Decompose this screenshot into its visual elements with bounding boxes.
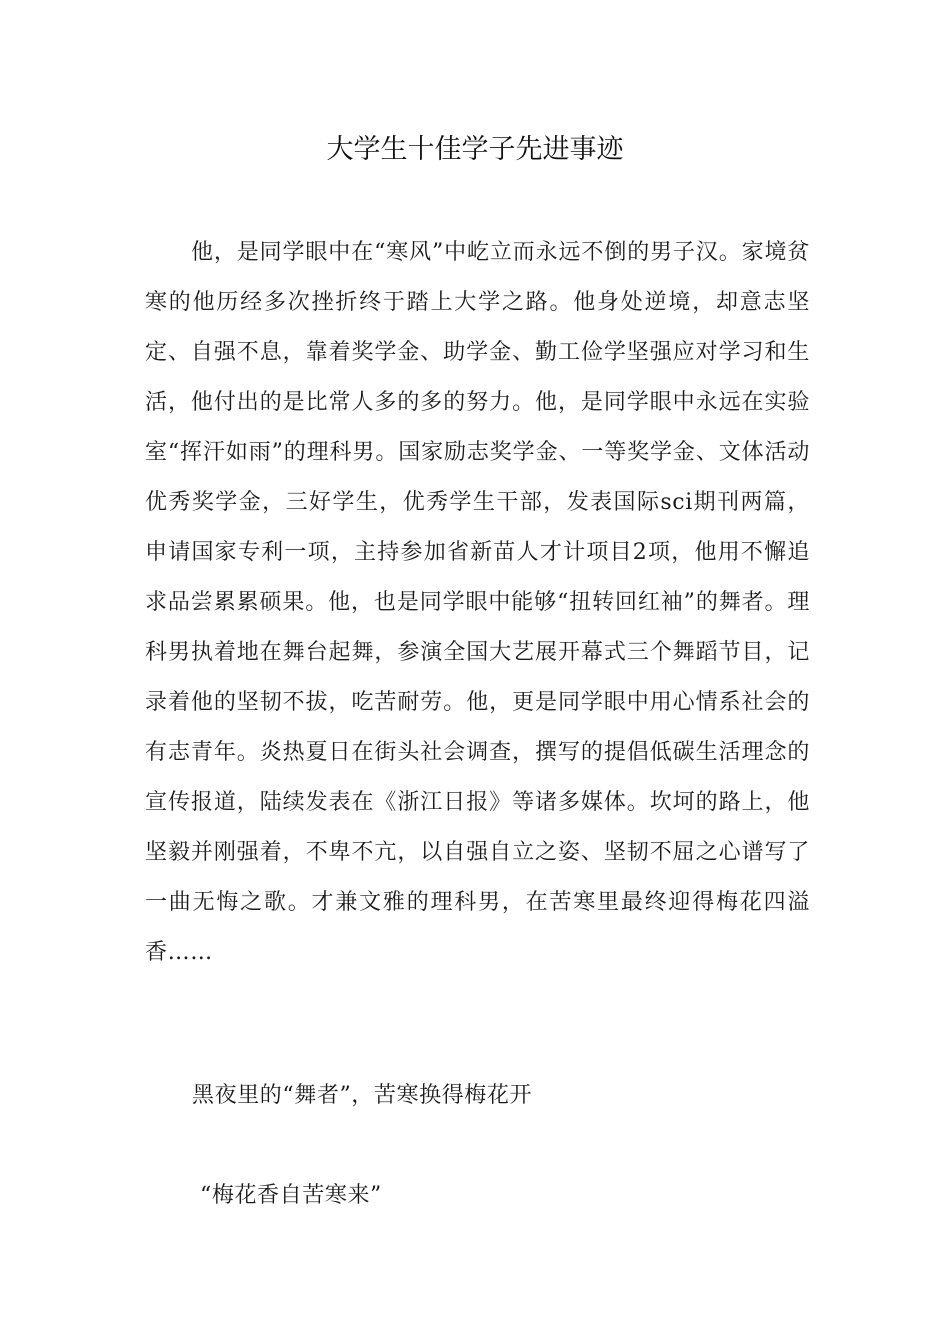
document-title: 大学生十佳学子先进事迹 — [326, 134, 624, 165]
section-heading: 黑夜里的“舞者”，苦寒换得梅花开 — [192, 1083, 533, 1108]
body-paragraph: 他，是同学眼中在“寒风”中屹立而永远不倒的男子汉。家境贫寒的他历经多次挫折终于踏上大学之路。他身处逆境，却意志坚定、自强不息，靠着奖学金、助学金、勤工俭学坚强应对学习和生活，他付出的是比常人多的多的努力。他，是同学眼中永远在实验室“挥汗如雨”的理科男。国家励志奖学金、一等奖学金、文体活动优秀奖学金，三好学生，优秀学生干部，发表国际sci期刊两篇，申请国家专利一项，主持参加省新苗人才计项目2项，他用不懈追求品尝累累硕果。他，也是同学眼中能够“扭转回红袖”的舞者。理科男执着地在舞台起舞，参演全国大艺展开幕式三个舞蹈节目，记录着他的坚韧不拔，吃苦耐劳。他，更是同学眼中用心情系社会的有志青年。炎热夏日在街头社会调查，撰写的提倡低碳生活理念的宣传报道，陆续发表在《浙江日报》等诸多媒体。坎坷的路上，他坚毅并刚强着，不卑不亢，以自强自立之姿、坚韧不屈之心谱写了一曲无悔之歌。才兼文雅的理科男，在苦寒里最终迎得梅花四溢香…… — [145, 240, 810, 965]
quote-heading: “梅花香自苦寒来” — [200, 1183, 382, 1208]
